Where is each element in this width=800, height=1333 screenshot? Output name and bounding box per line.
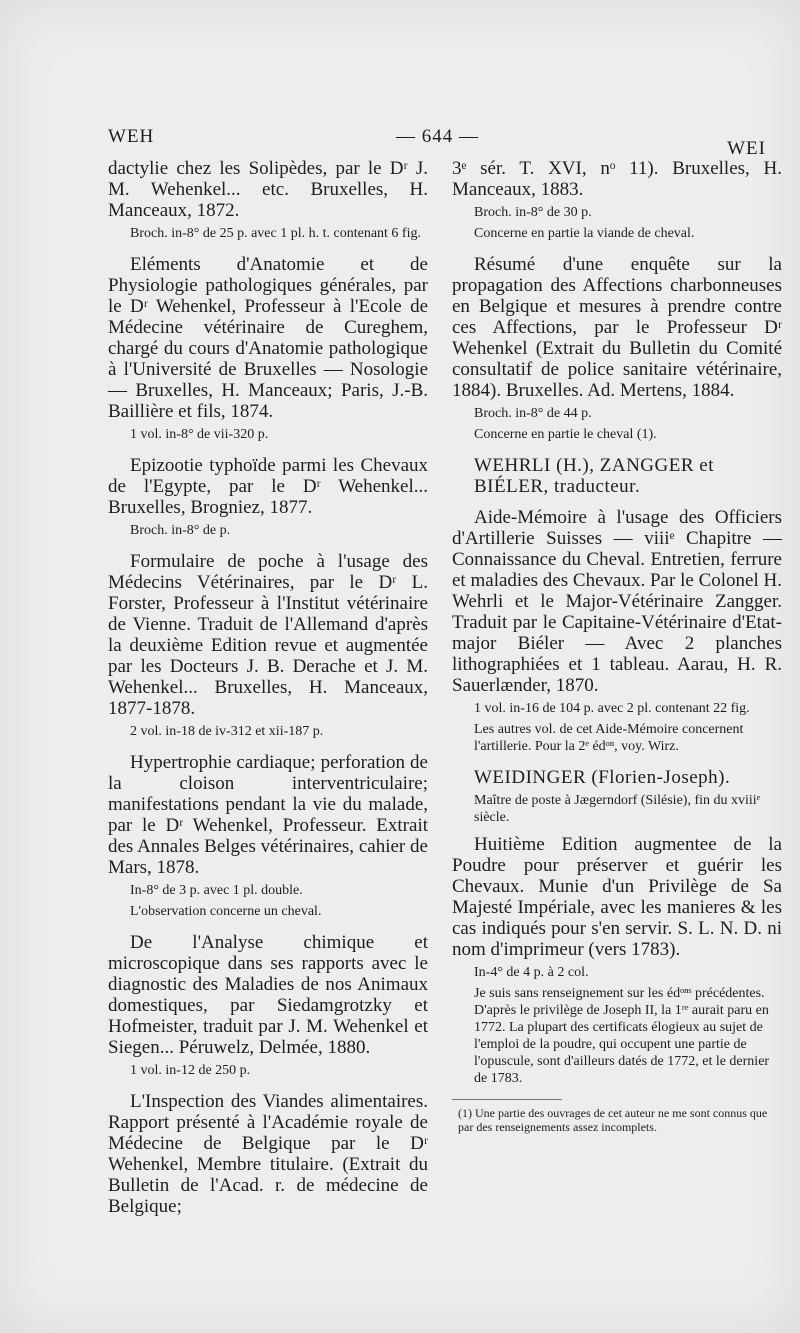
entry-text: Huitième Edition augmentee de la Poudre pour préserver et guérir les Chevaux. Munie d'un Privilège de Sa Majesté Impériale, avec les manieres & les cas indiqués pour s'en servir. S. L. N. D. ni nom d'imprimeur (vers 1783). (452, 834, 782, 960)
bibliography-entry (108, 752, 428, 920)
footnote: (1) Une partie des ouvrages de cet auteur ne me sont connus que par des renseignements assez incomplets. (458, 1106, 768, 1134)
entry-note: Concerne en partie la viande de cheval. (474, 226, 695, 241)
bibliography-entry (452, 507, 782, 755)
bibliography-entry (108, 932, 428, 1079)
bibliography-entry (108, 254, 428, 443)
author-heading: WEHRLI (H.), ZANGGER et BIÉLER, traducteur. (474, 455, 714, 497)
entry-note: L'observation concerne un cheval. (130, 904, 322, 919)
bibliography-entry (108, 455, 428, 539)
entry-note: Je suis sans renseignement sur les édᵒⁿˢ précédentes. D'après le privilège de Joseph II, la 1ʳᵉ aurait paru en 1772. La plupart des certificats élogieux au sujet de l'emploi de la poudre, qui occupent une partie de l'opuscule, sont d'ailleurs datés de 1772, et le dernier de 1783. (474, 986, 770, 1086)
entry-note: Les autres vol. de cet Aide-Mémoire concernent l'artillerie. Pour la 2ᵉ édᵒⁿ, voy. Wirz. (474, 722, 744, 754)
entry-note: 1 vol. in-8° de vii-320 p. (130, 427, 269, 442)
bibliography-entry (108, 551, 428, 740)
entry-text: 3ᵉ sér. T. XVI, nᵒ 11). Bruxelles, H. Manceaux, 1883. (452, 158, 782, 200)
header-left: WEH (108, 126, 155, 147)
right-column (452, 158, 782, 1134)
entry-note: 2 vol. in-18 de iv-312 et xii-187 p. (130, 724, 324, 739)
entry-note: Broch. in-8° de 44 p. (474, 406, 592, 421)
entry-note: Broch. in-8° de p. (130, 523, 231, 538)
entry-text: Epizootie typhoïde parmi les Chevaux de l'Egypte, par le Dʳ Wehenkel... Bruxelles, Brogniez, 1877. (108, 455, 428, 518)
bibliography-entry (452, 158, 782, 242)
running-header (108, 126, 766, 159)
bibliography-entry (452, 254, 782, 443)
entry-note: Broch. in-8° de 30 p. (474, 205, 592, 220)
entry-note: 1 vol. in-16 de 104 p. avec 2 pl. contenant 22 fig. (474, 701, 750, 716)
entry-text: dactylie chez les Solipèdes, par le Dʳ J. M. Wehenkel... etc. Bruxelles, H. Manceaux, 1872. (108, 158, 428, 221)
entry-note: In-8° de 3 p. avec 1 pl. double. (130, 883, 303, 898)
author-description: Maître de poste à Jægerndorf (Silésie), fin du xviiiᵉ siècle. (474, 793, 761, 825)
entry-text: Hypertrophie cardiaque; perforation de la cloison interventriculaire; manifestations pendant la vie du malade, par le Dʳ Wehenkel, Professeur. Extrait des Annales Belges vétérinaires, cahier de Mars, 1878. (108, 752, 428, 878)
bibliography-entry (108, 1091, 428, 1217)
right-entries-bottom (452, 834, 782, 1087)
entry-text: Aide-Mémoire à l'usage des Officiers d'Artillerie Suisses — viiiᵉ Chapitre — Connaissance du Cheval. Entretien, ferrure et maladies des Chevaux. Par le Colonel H. Wehrli et le Major-Vétérinaire Zangger. Traduit par le Capitaine-Vétérinaire d'Etat-major Biéler — Avec 2 planches lithographiées et 1 tableau. Aarau, H. R. Sauerlænder, 1870. (452, 507, 782, 696)
entry-note: Broch. in-8° de 25 p. avec 1 pl. h. t. contenant 6 fig. (130, 226, 421, 241)
bibliography-entry (452, 834, 782, 1087)
entry-text: L'Inspection des Viandes alimentaires. Rapport présenté à l'Académie royale de Médecine de Belgique par le Dʳ Wehenkel, Membre titulaire. (Extrait du Bulletin de l'Acad. r. de médecine de Belgique; (108, 1091, 428, 1217)
entry-text: Formulaire de poche à l'usage des Médecins Vétérinaires, par le Dʳ L. Forster, Professeur à l'Institut vétérinaire de Vienne. Traduit de l'Allemand d'après la deuxième Edition revue et augmentée par les Docteurs J. B. Derache et J. M. Wehenkel... Bruxelles, H. Manceaux, 1877-1878. (108, 551, 428, 719)
bibliography-entry (108, 158, 428, 242)
right-entries-mid (452, 507, 782, 755)
page-number: — 644 — (396, 126, 479, 147)
entry-note: 1 vol. in-12 de 250 p. (130, 1063, 251, 1078)
right-entries-top (452, 158, 782, 443)
author-heading: WEIDINGER (Florien-Joseph). (474, 767, 731, 788)
entry-note: In-4° de 4 p. à 2 col. (474, 965, 589, 980)
entry-text: De l'Analyse chimique et microscopique dans ses rapports avec le diagnostic des Maladies de nos Animaux domestiques, par Siedamgrotzky et Hofmeister, traduit par J. M. Wehenkel et Siegen... Péruwelz, Delmée, 1880. (108, 932, 428, 1058)
entry-note: Concerne en partie le cheval (1). (474, 427, 657, 442)
left-column (108, 158, 428, 1229)
footnote-rule (452, 1099, 562, 1100)
entry-text: Résumé d'une enquête sur la propagation des Affections charbonneuses en Belgique et mesures à prendre contre ces Affections, par le Professeur Dʳ Wehenkel (Extrait du Bulletin du Comité consultatif de police sanitaire vétérinaire, 1884). Bruxelles. Ad. Mertens, 1884. (452, 254, 782, 401)
entry-text: Eléments d'Anatomie et de Physiologie pathologiques générales, par le Dʳ Wehenkel, Professeur à l'Ecole de Médecine vétérinaire de Cureghem, chargé du cours d'Anatomie pathologique à l'Université de Bruxelles — Nosologie — Bruxelles, H. Manceaux; Paris, J.-B. Baillière et fils, 1874. (108, 254, 428, 422)
header-right: WEI (727, 138, 766, 159)
